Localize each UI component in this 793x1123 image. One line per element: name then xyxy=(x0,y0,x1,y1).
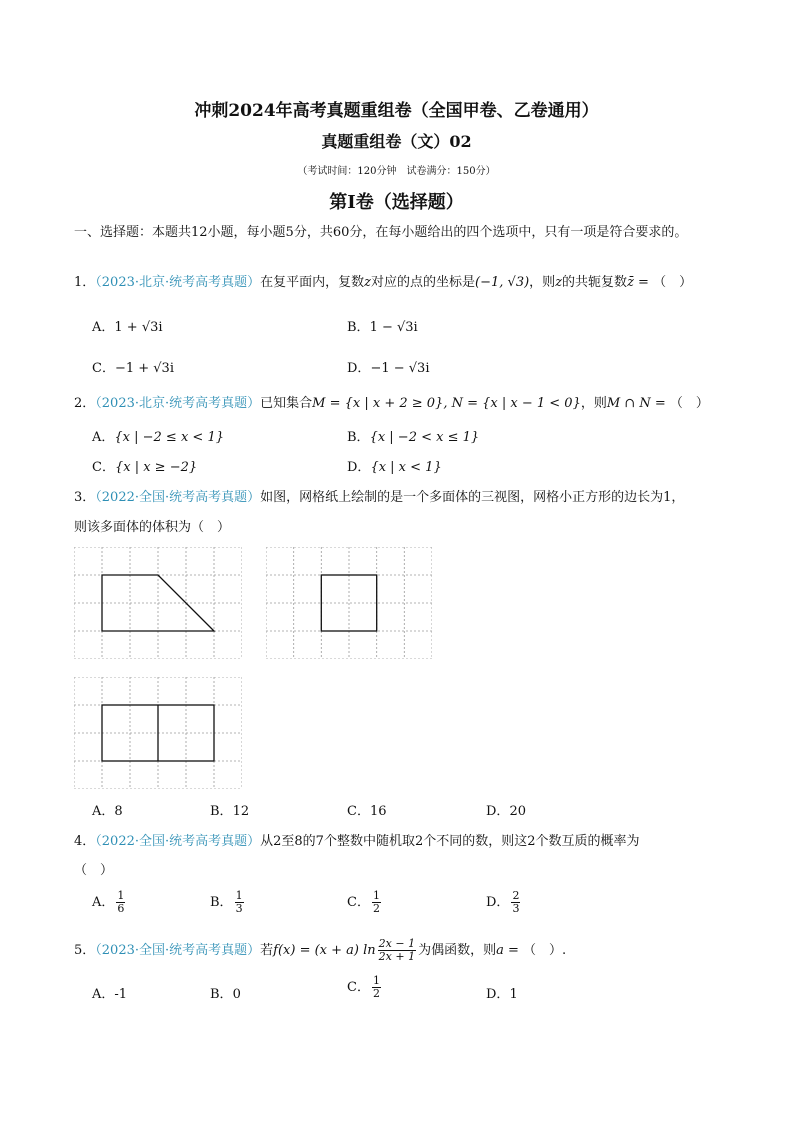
fraction-numerator: 1 xyxy=(235,889,243,902)
stem-text: 在复平面内，复数 xyxy=(260,275,365,290)
stem-text: ，则 xyxy=(580,396,607,411)
option-label: C． xyxy=(347,895,370,910)
question-3-option-a[interactable] xyxy=(92,800,123,819)
fraction xyxy=(511,890,520,915)
question-number: 4． xyxy=(74,834,96,849)
question-3-option-b[interactable] xyxy=(210,800,249,819)
fraction-denominator: 3 xyxy=(512,902,520,915)
option-text: 20 xyxy=(509,804,526,819)
question-source: （2023·全国·统考高考真题） xyxy=(95,943,261,958)
option-text: 1 − √3i xyxy=(369,320,418,335)
fraction-numerator: 1 xyxy=(372,974,380,987)
question-5-option-d[interactable] xyxy=(486,983,518,1002)
stem-text: 已知集合 xyxy=(260,396,313,411)
fraction-denominator: 6 xyxy=(117,902,125,915)
option-label: B． xyxy=(347,320,370,335)
question-4-option-b[interactable] xyxy=(210,890,246,915)
question-source: （2023·北京·统考高考真题） xyxy=(95,396,261,411)
question-5-option-c[interactable] xyxy=(347,975,383,1000)
option-text: 12 xyxy=(232,804,250,819)
question-2-option-a[interactable] xyxy=(92,426,224,445)
question-2-option-d[interactable] xyxy=(347,456,442,475)
question-source: （2022·全国·统考高考真题） xyxy=(95,834,261,849)
question-4-option-c[interactable] xyxy=(347,890,383,915)
option-text: 8 xyxy=(114,804,123,819)
question-1-option-a[interactable] xyxy=(92,316,163,335)
math-function: f(x) = (x + a) ln xyxy=(273,943,376,958)
option-label: D． xyxy=(486,804,510,819)
question-4-option-d[interactable] xyxy=(486,890,522,915)
option-label: D． xyxy=(347,361,371,376)
question-1-option-d[interactable] xyxy=(347,357,429,376)
stem-text: = （ ） xyxy=(633,275,693,290)
fraction xyxy=(372,975,381,1000)
question-5-stem xyxy=(74,938,566,963)
fraction-denominator: 2 xyxy=(372,987,380,1000)
stem-text: = （ ）. xyxy=(503,943,567,958)
fraction xyxy=(378,938,416,963)
question-3-stem-line2: 则该多面体的体积为（ ） xyxy=(74,520,231,535)
fraction xyxy=(235,890,244,915)
option-label: B． xyxy=(210,804,233,819)
option-label: A． xyxy=(92,895,115,910)
question-1-option-b[interactable] xyxy=(347,316,418,335)
fraction-denominator: 3 xyxy=(235,902,243,915)
question-2-option-c[interactable] xyxy=(92,456,197,475)
option-text: −1 − √3i xyxy=(370,361,430,376)
option-label: A． xyxy=(92,430,115,445)
option-text: -1 xyxy=(114,987,128,1002)
option-text: 1 xyxy=(509,987,518,1002)
question-5-option-a[interactable] xyxy=(92,983,127,1002)
math-var: z xyxy=(364,275,372,290)
question-number: 2． xyxy=(74,396,96,411)
fraction-denominator: 2 xyxy=(372,902,380,915)
question-number: 3． xyxy=(74,490,96,505)
stem-text: 从2至8的7个整数中随机取2个不同的数，则这2个数互质的概率为 xyxy=(260,834,640,849)
fraction-denominator: 2x + 1 xyxy=(378,950,416,963)
math-var: z xyxy=(555,275,563,290)
three-view-top xyxy=(74,677,242,789)
stem-text: 对应的点的坐标是 xyxy=(371,275,476,290)
option-label: B． xyxy=(347,430,370,445)
stem-text: ，则 xyxy=(529,275,556,290)
option-label: C． xyxy=(92,460,115,475)
question-2-option-b[interactable] xyxy=(347,426,479,445)
option-text: 0 xyxy=(232,987,241,1002)
question-source: （2022·全国·统考高考真题） xyxy=(95,490,261,505)
option-label: D． xyxy=(486,987,510,1002)
option-label: D． xyxy=(486,895,510,910)
grid-lines xyxy=(266,547,432,659)
question-4-stem xyxy=(74,832,640,852)
fraction-numerator: 1 xyxy=(117,889,125,902)
exam-info: （考试时间：120分钟 试卷满分：150分） xyxy=(297,166,496,177)
option-label: C． xyxy=(92,361,115,376)
question-4-stem-line2: （ ） xyxy=(74,863,114,878)
math-coord: (−1, √3) xyxy=(475,275,530,290)
fraction-numerator: 1 xyxy=(372,889,380,902)
question-2-stem xyxy=(74,394,709,414)
question-number: 5． xyxy=(74,943,96,958)
fraction-numerator: 2 xyxy=(512,889,520,902)
math-var: z̄ xyxy=(627,275,634,290)
option-label: A． xyxy=(92,320,115,335)
three-view-front xyxy=(74,547,242,659)
question-3-stem xyxy=(74,488,684,508)
fraction xyxy=(116,890,125,915)
option-label: A． xyxy=(92,804,115,819)
grid-lines xyxy=(74,547,242,659)
question-1-option-c[interactable] xyxy=(92,357,174,376)
option-text: 16 xyxy=(369,804,387,819)
option-text: {x | x < 1} xyxy=(370,460,442,475)
option-text: {x | −2 ≤ x < 1} xyxy=(114,430,224,445)
exam-subtitle: 真题重组卷（文）02 xyxy=(321,132,472,151)
math-expr: M ∩ N xyxy=(606,396,651,411)
question-number: 1． xyxy=(74,275,96,290)
stem-text: 的共轭复数 xyxy=(562,275,628,290)
option-text: −1 + √3i xyxy=(114,361,174,376)
option-label: C． xyxy=(347,980,370,995)
stem-text: 为偶函数，则 xyxy=(418,943,497,958)
math-var: a xyxy=(496,943,504,958)
option-label: D． xyxy=(347,460,371,475)
fraction-numerator: 2x − 1 xyxy=(378,937,416,950)
three-view-side xyxy=(266,547,432,659)
question-3-option-d[interactable] xyxy=(486,800,526,819)
option-text: 1 + √3i xyxy=(114,320,163,335)
question-1-stem xyxy=(74,273,692,293)
math-sets: M = {x | x + 2 ≥ 0}, N = {x | x − 1 < 0} xyxy=(312,396,581,411)
option-label: C． xyxy=(347,804,370,819)
fraction xyxy=(372,890,381,915)
exam-title: 冲刺2024年高考真题重组卷（全国甲卷、乙卷通用） xyxy=(194,101,599,121)
stem-text: 如图，网格纸上绘制的是一个多面体的三视图，网格小正方形的边长为1， xyxy=(260,490,685,505)
option-text: {x | −2 < x ≤ 1} xyxy=(369,430,480,445)
section-instruction: 一、选择题：本题共12小题，每小题5分，共60分，在每小题给出的四个选项中，只有一项是符合要求的。 xyxy=(74,225,688,240)
question-3-option-c[interactable] xyxy=(347,800,387,819)
option-text: {x | x ≥ −2} xyxy=(114,460,198,475)
option-label: B． xyxy=(210,987,233,1002)
option-label: A． xyxy=(92,987,115,1002)
question-4-option-a[interactable] xyxy=(92,890,127,915)
part-title: 第Ⅰ卷（选择题） xyxy=(329,192,464,213)
stem-text: = （ ） xyxy=(650,396,709,411)
option-label: B． xyxy=(210,895,233,910)
question-5-option-b[interactable] xyxy=(210,983,241,1002)
stem-text: 若 xyxy=(260,943,274,958)
question-source: （2023·北京·统考高考真题） xyxy=(95,275,261,290)
